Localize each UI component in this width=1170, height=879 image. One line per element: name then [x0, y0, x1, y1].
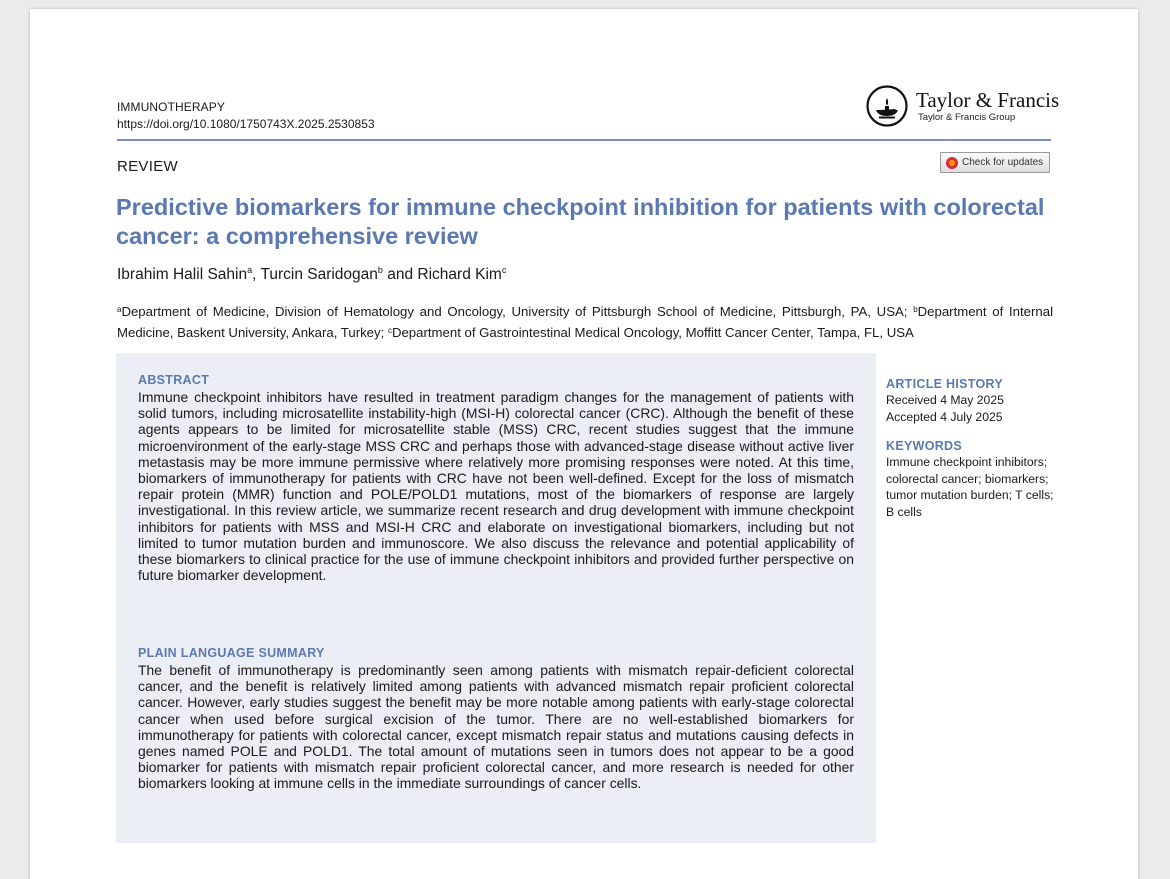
check-for-updates-button[interactable] [940, 152, 1050, 173]
author-sup: b [377, 265, 383, 275]
lamp-icon [866, 85, 908, 127]
check-for-updates-label: Check for updates [962, 157, 1044, 168]
publisher-group: Taylor & Francis Group [918, 112, 1016, 123]
affil-sup: a [117, 305, 122, 314]
accepted-date: Accepted 4 July 2025 [886, 410, 1003, 424]
article-history-heading: ARTICLE HISTORY [886, 377, 1004, 391]
affil-sup: b [913, 305, 918, 314]
abstract-text: Immune checkpoint inhibitors have resulted in treatment paradigm changes for the management of patients with solid tumors, including microsatellite instability-high (MSI-H) colorectal cancer (CRC). Although the benefit of these agents appears to be limited for microsatellite stable (MSS) CRC, recent studies suggest that the immune microenvironment of the early-stage MSS CRC and perhaps those with advanced-stage disease without active liver metastasis may be more immune permissive where relatively more promising responses were noted. At this time, biomarkers of immunotherapy for patients with CRC have not been well-defined. Except for the loss of mismatch repair protein (MMR) function and POLE/POLD1 mutations, most of the biomarkers of response are largely investigational. In this review article, we summarize recent research and drug development with immune checkpoint inhibitors for patients with MSS and MSI-H CRC and elaborate on investigational biomarkers, including but not limited to tumor mutation burden and immunoscore. We also discuss the relevance and potential applicability of these biomarkers to clinical practice for the use of immune checkpoint inhibitors and provided further perspective on future biomarker development. [138, 389, 854, 584]
affil-text: Department of Internal Medicine, Baskent University, Ankara, Turkey; [117, 304, 1053, 340]
journal-name: IMMUNOTHERAPY [117, 100, 225, 114]
author-list [117, 265, 506, 284]
author-sep: , [252, 266, 261, 283]
article-type: REVIEW [117, 158, 178, 175]
doi-link[interactable]: https://doi.org/10.1080/1750743X.2025.2530853 [117, 117, 375, 131]
header-rule [117, 139, 1051, 141]
abstract-heading: ABSTRACT [138, 373, 210, 387]
affiliations [117, 300, 1053, 342]
author-name[interactable]: Richard Kim [417, 266, 502, 283]
received-date: Received 4 May 2025 [886, 393, 1004, 407]
author-name[interactable]: Turcin Saridogan [260, 266, 378, 283]
author-sup: a [247, 265, 253, 275]
publisher-logo [866, 85, 1060, 131]
author-sep: and [382, 266, 418, 283]
plain-summary-heading: PLAIN LANGUAGE SUMMARY [138, 646, 325, 660]
keywords-list: Immune checkpoint inhibitors; colorectal cancer; biomarkers; tumor mutation burden; T cells; B cells [886, 455, 1054, 519]
updates-icon [946, 157, 958, 169]
author-sup: c [501, 265, 507, 275]
article-title: Predictive biomarkers for immune checkpoint inhibition for patients with colorectal cancer: a comprehensive review [116, 194, 1045, 249]
author-name[interactable]: Ibrahim Halil Sahin [117, 266, 248, 283]
affil-text: Department of Medicine, Division of Hematology and Oncology, University of Pittsburgh School of Medicine, Pittsburgh, PA, USA; [121, 304, 914, 319]
affil-sup: c [387, 326, 392, 335]
affil-text: Department of Gastrointestinal Medical Oncology, Moffitt Cancer Center, Tampa, FL, USA [391, 325, 914, 340]
keywords-heading: KEYWORDS [886, 439, 963, 453]
publisher-name: Taylor & Francis [916, 88, 1060, 112]
plain-summary-text: The benefit of immunotherapy is predominantly seen among patients with mismatch repair-deficient colorectal cancer, and the benefit is relatively limited among patients with advanced mismatch repair proficient colorectal cancer. However, early studies suggest the benefit may be more notable among patients with early-stage colorectal cancer when used before surgical excision of the tumor. There are no well-established biomarkers for immunotherapy for patients with colorectal cancer, except mismatch repair status and mutations causing defects in genes named POLE and POLD1. The total amount of mutations seen in tumors does not appear to be a good biomarker for patients with mismatch repair proficient colorectal cancer, and more research is needed for other biomarkers looking at immune cells in the immediate surroundings of cancer cells. [138, 662, 854, 792]
